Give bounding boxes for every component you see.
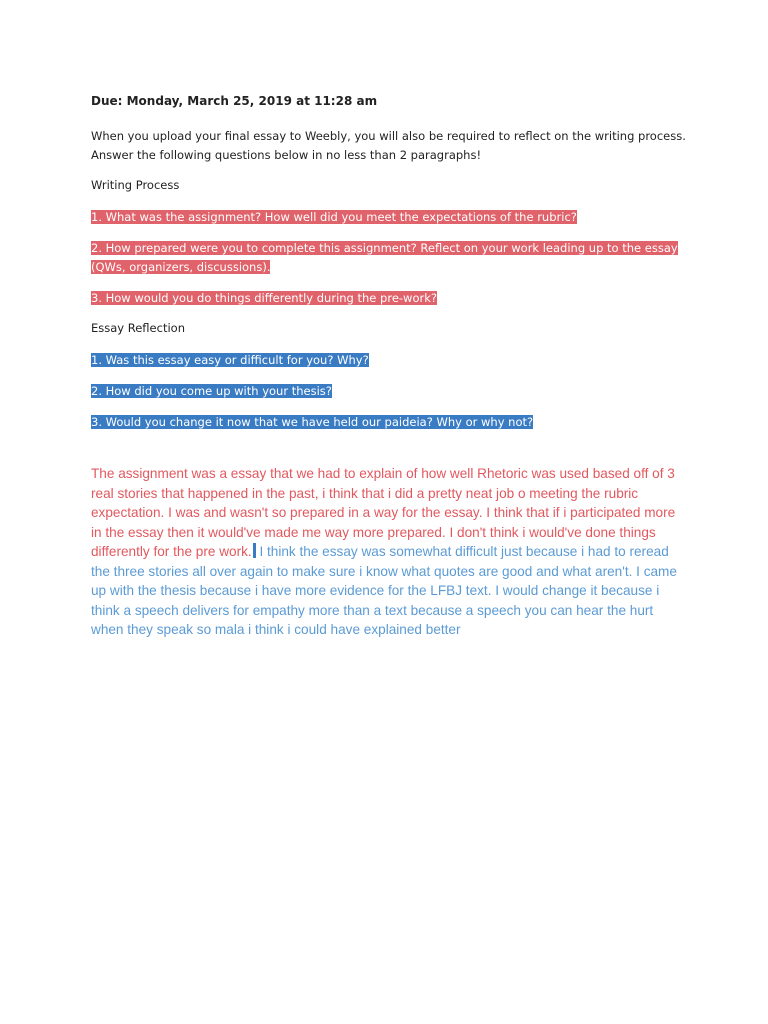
essay-reflection-question-3 [91, 413, 691, 432]
answer-essay-reflection-text: I think the essay was somewhat difficult just because i had to reread the three stories all over again to make sure i know what quotes are good and what aren't. I came up with the thesis because i have more evidence for the LFBJ text. I would change it because i think a speech delivers for empathy more than a text because a speech you can hear the hurt when they speak so mala i think i could have explained better [91, 544, 677, 637]
highlighted-text: 1. What was the assignment? How well did you meet the expectations of the rubric? [91, 210, 577, 224]
highlighted-text: 1. Was this essay easy or difficult for you? Why? [91, 353, 369, 367]
highlighted-text: 3. How would you do things differently during the pre-work? [91, 291, 437, 305]
essay-reflection-question-1 [91, 351, 691, 370]
highlighted-text: 3. Would you change it now that we have held our paideia? Why or why not? [91, 415, 534, 429]
highlighted-text: 2. How did you come up with your thesis? [91, 384, 332, 398]
highlighted-text: 2. How prepared were you to complete this assignment? Reflect on your work leading up to the essay (QWs, organizers, discussions). [91, 241, 678, 274]
instructions-paragraph: When you upload your final essay to Weebly, you will also be required to reflect on the writing process. Answer the following questions below in no less than 2 paragraphs! [91, 129, 686, 162]
document-page [91, 93, 691, 640]
writing-process-heading: Writing Process [91, 178, 180, 192]
writing-process-question-2 [91, 239, 691, 277]
student-answer[interactable] [91, 464, 681, 640]
answer-writing-process-text: The assignment was a essay that we had to explain of how well Rhetoric was used based off of 3 real stories that happened in the past, i think that i did a pretty neat job o meeting the rubric expectation. I was and wasn't so prepared in a way for the essay. I think that if i participated more in the essay then it would've made me way more prepared. I don't think i would've done things differently for the pre work. [91, 466, 676, 559]
essay-reflection-question-2 [91, 382, 691, 401]
due-date: Due: Monday, March 25, 2019 at 11:28 am [91, 94, 378, 108]
writing-process-question-3 [91, 289, 691, 308]
writing-process-question-1 [91, 208, 691, 227]
essay-reflection-heading: Essay Reflection [91, 321, 185, 335]
